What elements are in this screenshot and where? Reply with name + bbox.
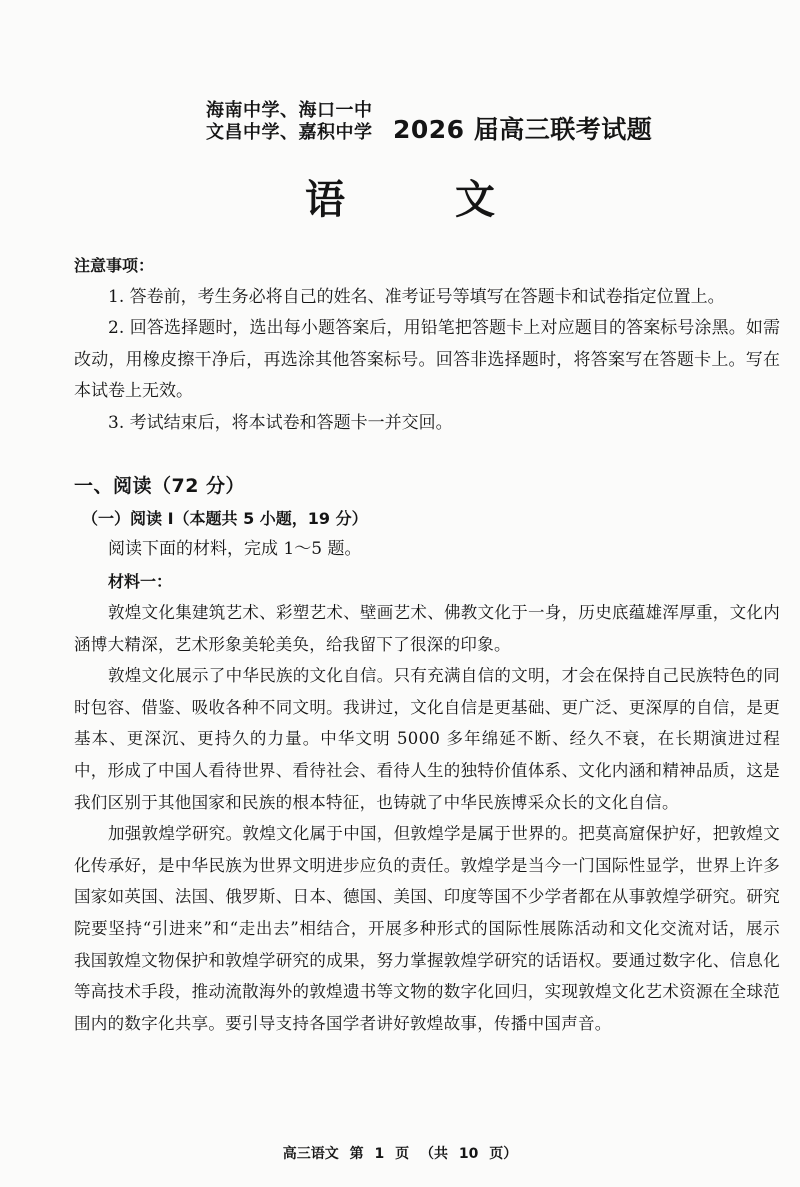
material-paragraph: 敦煌文化展示了中华民族的文化自信。只有充满自信的文明，才会在保持自己民族特色的同时包容、借鉴、吸收各种不同文明。我讲过，文化自信是更基础、更广泛、更深厚的自信，是更基本、更深沉、更持久的力量。中华文明 5000 多年绵延不断、经久不衰，在长期演进过程中，形成了中国人看待世界、看待社会、看待人生的独特价值体系、文化内涵和精神品质，这是我们区别于其他国家和民族的根本特征，也铸就了中华民族博采众长的文化自信。	[74, 666, 780, 812]
school-names-line2: 文昌中学、嘉积中学	[206, 122, 373, 143]
notice-item: 3. 考试结束后，将本试卷和答题卡一并交回。	[108, 412, 453, 433]
section-title: 一、阅读（72 分）	[74, 475, 246, 497]
instruction-text: 阅读下面的材料，完成 1～5 题。	[108, 539, 362, 559]
material-paragraph: 加强敦煌学研究。敦煌文化属于中国，但敦煌学是属于世界的。把莫高窟保护好，把敦煌文化传承好，是中华民族为世界文明进步应负的责任。敦煌学是当今一门国际性显学，世界上许多国家如英国、法国、俄罗斯、日本、德国、美国、印度等国不少学者都在从事敦煌学研究。研究院要坚持“引进来”和“走出去”相结合，开展多种形式的国际性展陈活动和文化交流对话，展示我国敦煌文物保护和敦煌学研究的成果，努力掌握敦煌学研究的话语权。要通过数字化、信息化等高技术手段，推动流散海外的敦煌遗书等文物的数字化回归，实现敦煌文化艺术资源在全球范围内的数字化共享。要引导支持各国学者讲好敦煌故事，传播中国声音。	[74, 824, 780, 1033]
exam-content	[74, 250, 780, 1039]
exam-title: 2026 届高三联考试题	[393, 115, 653, 144]
notice-item: 2. 回答选择题时，选出每小题答案后，用铅笔把答题卡上对应题目的答案标号涂黑。如需改动，用橡皮擦干净后，再选涂其他答案标号。回答非选择题时，将答案写在答题卡上。写在本试卷上无效。	[74, 318, 780, 401]
school-names-line1: 海南中学、海口一中	[206, 100, 373, 121]
school-names	[206, 100, 373, 144]
material-paragraph: 敦煌文化集建筑艺术、彩塑艺术、壁画艺术、佛教文化于一身，历史底蕴雄浑厚重，文化内涵博大精深，艺术形象美轮美奂，给我留下了很深的印象。	[74, 603, 780, 654]
material-label: 材料一：	[108, 571, 173, 591]
notice-heading: 注意事项：	[74, 256, 155, 275]
page-footer: 高三语文 第 1 页 （共 10 页）	[282, 1146, 518, 1162]
notice-item: 1. 答卷前，考生务必将自己的姓名、准考证号等填写在答题卡和试卷指定位置上。	[108, 286, 725, 307]
subsection-title: （一）阅读 I（本题共 5 小题，19 分）	[82, 508, 368, 528]
subject-title: 语 文	[305, 176, 543, 223]
exam-header	[0, 100, 800, 148]
